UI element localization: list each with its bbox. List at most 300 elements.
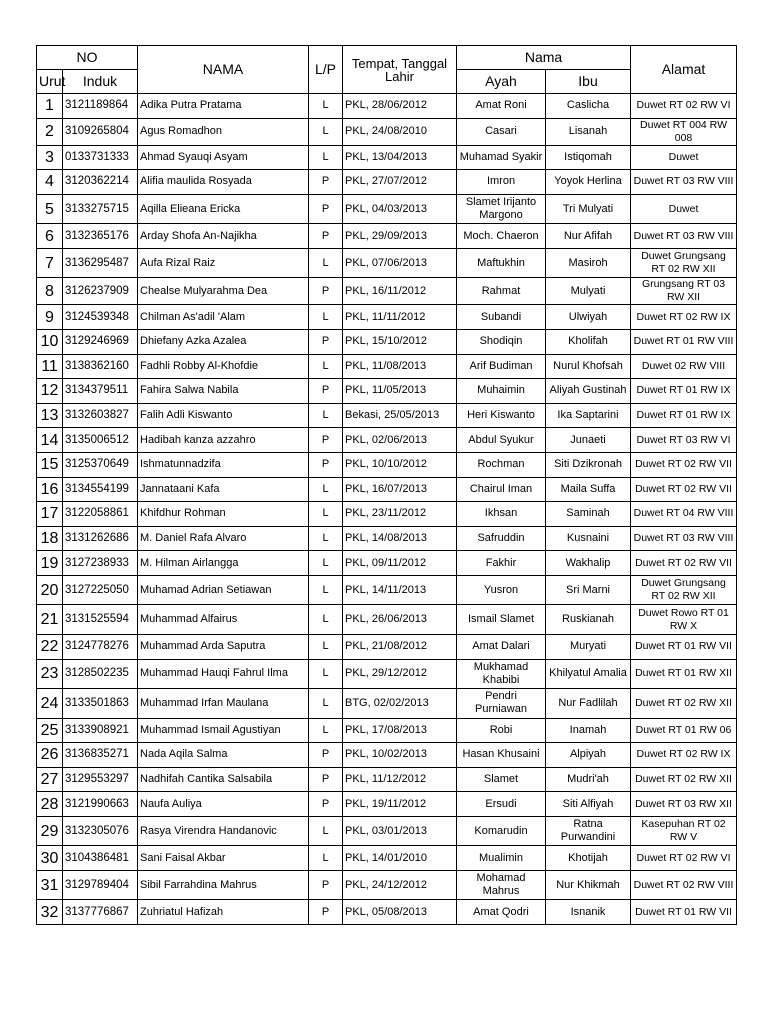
table-row — [37, 846, 737, 871]
cell-alamat: Duwet Rowo RT 01 RW X — [631, 605, 737, 635]
cell-ayah: Amat Dalari — [457, 634, 546, 659]
cell-alamat: Duwet RT 03 RW XII — [631, 792, 737, 817]
cell-urut: 25 — [37, 718, 63, 743]
cell-induk: 3125370649 — [63, 452, 138, 477]
cell-induk: 3127238933 — [63, 551, 138, 576]
cell-ayah: Maftukhin — [457, 248, 546, 278]
cell-ibu: Alpiyah — [546, 743, 631, 768]
cell-alamat: Duwet RT 02 RW XII — [631, 767, 737, 792]
cell-urut: 20 — [37, 575, 63, 605]
cell-tempat-tanggal-lahir: PKL, 21/08/2012 — [343, 634, 457, 659]
cell-induk: 3129553297 — [63, 767, 138, 792]
cell-ayah: Rochman — [457, 452, 546, 477]
cell-nama: Nada Aqila Salma — [138, 743, 309, 768]
cell-lp: L — [309, 634, 343, 659]
cell-urut: 13 — [37, 403, 63, 428]
cell-tempat-tanggal-lahir: PKL, 10/02/2013 — [343, 743, 457, 768]
cell-lp: P — [309, 224, 343, 249]
cell-ibu: Caslicha — [546, 94, 631, 119]
cell-lp: L — [309, 605, 343, 635]
cell-tempat-tanggal-lahir: PKL, 27/07/2012 — [343, 170, 457, 195]
cell-nama: Adika Putra Pratama — [138, 94, 309, 119]
cell-ayah: Yusron — [457, 575, 546, 605]
cell-ibu: Nur Afifah — [546, 224, 631, 249]
table-row — [37, 278, 737, 305]
table-row — [37, 605, 737, 635]
cell-urut: 26 — [37, 743, 63, 768]
cell-nama: Muhammad Irfan Maulana — [138, 689, 309, 719]
cell-ibu: Inamah — [546, 718, 631, 743]
cell-urut: 7 — [37, 248, 63, 278]
cell-ibu: Ratna Purwandini — [546, 816, 631, 846]
cell-induk: 3129789404 — [63, 870, 138, 900]
cell-urut: 29 — [37, 816, 63, 846]
cell-urut: 28 — [37, 792, 63, 817]
cell-nama: Aqilla Elieana Ericka — [138, 194, 309, 224]
cell-nama: Arday Shofa An-Najikha — [138, 224, 309, 249]
cell-lp: P — [309, 900, 343, 925]
cell-nama: Rasya Virendra Handanovic — [138, 816, 309, 846]
cell-urut: 6 — [37, 224, 63, 249]
cell-induk: 3132365176 — [63, 224, 138, 249]
cell-ayah: Amat Qodri — [457, 900, 546, 925]
cell-lp: P — [309, 194, 343, 224]
cell-alamat: Duwet RT 03 RW VIII — [631, 224, 737, 249]
cell-ayah: Ersudi — [457, 792, 546, 817]
cell-alamat: Duwet RT 01 RW IX — [631, 403, 737, 428]
cell-tempat-tanggal-lahir: PKL, 09/11/2012 — [343, 551, 457, 576]
cell-urut: 17 — [37, 502, 63, 527]
cell-lp: P — [309, 278, 343, 305]
cell-lp: L — [309, 145, 343, 170]
cell-ibu: Saminah — [546, 502, 631, 527]
table-row — [37, 403, 737, 428]
cell-lp: P — [309, 452, 343, 477]
cell-induk: 3128502235 — [63, 659, 138, 689]
cell-ayah: Fakhir — [457, 551, 546, 576]
student-roster-table — [36, 45, 737, 925]
cell-induk: 3136295487 — [63, 248, 138, 278]
header-ibu: Ibu — [546, 70, 631, 94]
cell-ibu: Masiroh — [546, 248, 631, 278]
cell-lp: L — [309, 659, 343, 689]
cell-urut: 32 — [37, 900, 63, 925]
header-alamat: Alamat — [631, 46, 737, 94]
cell-lp: L — [309, 689, 343, 719]
header-induk: Induk — [63, 70, 138, 94]
cell-ayah: Slamet — [457, 767, 546, 792]
cell-alamat: Duwet — [631, 145, 737, 170]
cell-urut: 10 — [37, 329, 63, 354]
cell-induk: 3121189864 — [63, 94, 138, 119]
cell-lp: P — [309, 767, 343, 792]
cell-ayah: Mohamad Mahrus — [457, 870, 546, 900]
cell-alamat: Duwet RT 03 RW VI — [631, 428, 737, 453]
cell-alamat: Duwet RT 02 RW XII — [631, 689, 737, 719]
table-row — [37, 354, 737, 379]
cell-ibu: Sri Marni — [546, 575, 631, 605]
cell-tempat-tanggal-lahir: PKL, 24/08/2010 — [343, 118, 457, 145]
header-row-1 — [37, 46, 737, 70]
cell-tempat-tanggal-lahir: PKL, 16/11/2012 — [343, 278, 457, 305]
cell-tempat-tanggal-lahir: PKL, 03/01/2013 — [343, 816, 457, 846]
cell-alamat: Duwet RT 04 RW VIII — [631, 502, 737, 527]
cell-alamat: Duwet RT 02 RW VII — [631, 551, 737, 576]
cell-tempat-tanggal-lahir: PKL, 13/04/2013 — [343, 145, 457, 170]
roster-body — [37, 94, 737, 925]
table-row — [37, 659, 737, 689]
cell-tempat-tanggal-lahir: PKL, 26/06/2013 — [343, 605, 457, 635]
cell-ayah: Imron — [457, 170, 546, 195]
cell-lp: P — [309, 870, 343, 900]
cell-ibu: Nur Fadlilah — [546, 689, 631, 719]
cell-lp: L — [309, 718, 343, 743]
cell-induk: 3138362160 — [63, 354, 138, 379]
cell-urut: 1 — [37, 94, 63, 119]
cell-ayah: Arif Budiman — [457, 354, 546, 379]
cell-nama: Fahira Salwa Nabila — [138, 379, 309, 404]
cell-nama: M. Hilman Airlangga — [138, 551, 309, 576]
cell-urut: 16 — [37, 477, 63, 502]
cell-lp: L — [309, 248, 343, 278]
cell-ibu: Khilyatul Amalia — [546, 659, 631, 689]
cell-ayah: Muhaimin — [457, 379, 546, 404]
cell-tempat-tanggal-lahir: PKL, 28/06/2012 — [343, 94, 457, 119]
cell-alamat: Kasepuhan RT 02 RW V — [631, 816, 737, 846]
cell-tempat-tanggal-lahir: PKL, 16/07/2013 — [343, 477, 457, 502]
cell-induk: 3127225050 — [63, 575, 138, 605]
cell-alamat: Grungsang RT 03 RW XII — [631, 278, 737, 305]
table-row — [37, 329, 737, 354]
cell-lp: P — [309, 792, 343, 817]
cell-alamat: Duwet RT 01 RW VII — [631, 634, 737, 659]
cell-nama: Aufa Rizal Raiz — [138, 248, 309, 278]
table-row — [37, 94, 737, 119]
cell-alamat: Duwet Grungsang RT 02 RW XII — [631, 248, 737, 278]
cell-ayah: Heri Kiswanto — [457, 403, 546, 428]
cell-tempat-tanggal-lahir: PKL, 11/11/2012 — [343, 305, 457, 330]
cell-urut: 12 — [37, 379, 63, 404]
cell-induk: 3134379511 — [63, 379, 138, 404]
cell-induk: 3136835271 — [63, 743, 138, 768]
cell-urut: 11 — [37, 354, 63, 379]
cell-ayah: Slamet Irijanto Margono — [457, 194, 546, 224]
cell-alamat: Duwet RT 03 RW VIII — [631, 170, 737, 195]
cell-ibu: Kholifah — [546, 329, 631, 354]
cell-nama: Muhammad Hauqi Fahrul Ilma — [138, 659, 309, 689]
cell-urut: 22 — [37, 634, 63, 659]
cell-induk: 3132305076 — [63, 816, 138, 846]
cell-ibu: Junaeti — [546, 428, 631, 453]
table-row — [37, 248, 737, 278]
cell-induk: 3133908921 — [63, 718, 138, 743]
cell-tempat-tanggal-lahir: PKL, 14/01/2010 — [343, 846, 457, 871]
cell-nama: Muhammad Arda Saputra — [138, 634, 309, 659]
cell-induk: 3133275715 — [63, 194, 138, 224]
cell-ayah: Safruddin — [457, 526, 546, 551]
cell-ibu: Isnanik — [546, 900, 631, 925]
cell-ibu: Tri Mulyati — [546, 194, 631, 224]
table-row — [37, 792, 737, 817]
cell-induk: 3131262686 — [63, 526, 138, 551]
cell-nama: Alifia maulida Rosyada — [138, 170, 309, 195]
cell-urut: 5 — [37, 194, 63, 224]
cell-alamat: Duwet 02 RW VIII — [631, 354, 737, 379]
cell-nama: Sibil Farrahdina Mahrus — [138, 870, 309, 900]
cell-nama: Chealse Mulyarahma Dea — [138, 278, 309, 305]
cell-nama: Naufa Auliya — [138, 792, 309, 817]
cell-tempat-tanggal-lahir: PKL, 05/08/2013 — [343, 900, 457, 925]
cell-tempat-tanggal-lahir: PKL, 29/09/2013 — [343, 224, 457, 249]
cell-ayah: Rahmat — [457, 278, 546, 305]
cell-induk: 3122058861 — [63, 502, 138, 527]
cell-urut: 8 — [37, 278, 63, 305]
cell-ibu: Aliyah Gustinah — [546, 379, 631, 404]
cell-ibu: Ruskianah — [546, 605, 631, 635]
cell-alamat: Duwet RT 01 RW 06 — [631, 718, 737, 743]
header-nama-ortu: Nama — [457, 46, 631, 70]
cell-ayah: Casari — [457, 118, 546, 145]
cell-nama: Ishmatunnadzifa — [138, 452, 309, 477]
cell-ibu: Istiqomah — [546, 145, 631, 170]
cell-tempat-tanggal-lahir: PKL, 14/11/2013 — [343, 575, 457, 605]
cell-ayah: Mualimin — [457, 846, 546, 871]
table-row — [37, 767, 737, 792]
cell-ayah: Ismail Slamet — [457, 605, 546, 635]
cell-induk: 3129246969 — [63, 329, 138, 354]
header-urut: Urut — [37, 70, 63, 94]
cell-alamat: Duwet — [631, 194, 737, 224]
cell-induk: 3104386481 — [63, 846, 138, 871]
cell-nama: Muhammad Alfairus — [138, 605, 309, 635]
cell-nama: Nadhifah Cantika Salsabila — [138, 767, 309, 792]
cell-tempat-tanggal-lahir: BTG, 02/02/2013 — [343, 689, 457, 719]
cell-ibu: Muryati — [546, 634, 631, 659]
cell-lp: L — [309, 526, 343, 551]
cell-nama: Chilman As'adil 'Alam — [138, 305, 309, 330]
cell-tempat-tanggal-lahir: PKL, 17/08/2013 — [343, 718, 457, 743]
cell-induk: 3121990663 — [63, 792, 138, 817]
cell-nama: Muhammad Ismail Agustiyan — [138, 718, 309, 743]
cell-alamat: Duwet RT 01 RW VII — [631, 900, 737, 925]
cell-tempat-tanggal-lahir: PKL, 19/11/2012 — [343, 792, 457, 817]
cell-tempat-tanggal-lahir: PKL, 15/10/2012 — [343, 329, 457, 354]
table-row — [37, 870, 737, 900]
table-row — [37, 689, 737, 719]
cell-alamat: Duwet RT 03 RW VIII — [631, 526, 737, 551]
cell-induk: 3120362214 — [63, 170, 138, 195]
cell-induk: 3137776867 — [63, 900, 138, 925]
cell-lp: P — [309, 428, 343, 453]
cell-urut: 18 — [37, 526, 63, 551]
cell-urut: 4 — [37, 170, 63, 195]
cell-lp: P — [309, 329, 343, 354]
cell-alamat: Duwet RT 02 RW IX — [631, 305, 737, 330]
cell-tempat-tanggal-lahir: PKL, 04/03/2013 — [343, 194, 457, 224]
cell-ayah: Chairul Iman — [457, 477, 546, 502]
table-row — [37, 428, 737, 453]
cell-ayah: Abdul Syukur — [457, 428, 546, 453]
cell-induk: 3133501863 — [63, 689, 138, 719]
cell-ayah: Pendri Purniawan — [457, 689, 546, 719]
cell-ibu: Lisanah — [546, 118, 631, 145]
table-row — [37, 551, 737, 576]
cell-lp: L — [309, 305, 343, 330]
cell-tempat-tanggal-lahir: PKL, 23/11/2012 — [343, 502, 457, 527]
cell-nama: Hadibah kanza azzahro — [138, 428, 309, 453]
cell-induk: 3109265804 — [63, 118, 138, 145]
cell-ayah: Hasan Khusaini — [457, 743, 546, 768]
cell-nama: Muhamad Adrian Setiawan — [138, 575, 309, 605]
cell-nama: Agus Romadhon — [138, 118, 309, 145]
header-ayah: Ayah — [457, 70, 546, 94]
cell-lp: L — [309, 403, 343, 428]
cell-induk: 3132603827 — [63, 403, 138, 428]
cell-alamat: Duwet RT 01 RW IX — [631, 379, 737, 404]
cell-urut: 30 — [37, 846, 63, 871]
cell-tempat-tanggal-lahir: PKL, 14/08/2013 — [343, 526, 457, 551]
cell-urut: 31 — [37, 870, 63, 900]
cell-nama: Sani Faisal Akbar — [138, 846, 309, 871]
cell-ayah: Mukhamad Khabibi — [457, 659, 546, 689]
cell-lp: P — [309, 743, 343, 768]
cell-tempat-tanggal-lahir: PKL, 07/06/2013 — [343, 248, 457, 278]
cell-ibu: Ulwiyah — [546, 305, 631, 330]
cell-ibu: Yoyok Herlina — [546, 170, 631, 195]
cell-urut: 23 — [37, 659, 63, 689]
table-row — [37, 305, 737, 330]
cell-nama: Falih Adli Kiswanto — [138, 403, 309, 428]
cell-induk: 3134554199 — [63, 477, 138, 502]
cell-tempat-tanggal-lahir: PKL, 24/12/2012 — [343, 870, 457, 900]
cell-lp: L — [309, 846, 343, 871]
cell-nama: Zuhriatul Hafizah — [138, 900, 309, 925]
cell-ibu: Nurul Khofsah — [546, 354, 631, 379]
cell-urut: 9 — [37, 305, 63, 330]
cell-ibu: Maila Suffa — [546, 477, 631, 502]
header-no: NO — [37, 46, 138, 70]
cell-ayah: Shodiqin — [457, 329, 546, 354]
cell-alamat: Duwet Grungsang RT 02 RW XII — [631, 575, 737, 605]
table-row — [37, 170, 737, 195]
cell-lp: L — [309, 477, 343, 502]
table-row — [37, 379, 737, 404]
cell-alamat: Duwet RT 01 RW VIII — [631, 329, 737, 354]
cell-ibu: Khotijah — [546, 846, 631, 871]
table-row — [37, 224, 737, 249]
cell-ibu: Siti Alfiyah — [546, 792, 631, 817]
cell-nama: Jannataani Kafa — [138, 477, 309, 502]
table-row — [37, 118, 737, 145]
cell-nama: Ahmad Syauqi Asyam — [138, 145, 309, 170]
cell-ibu: Siti Dzikronah — [546, 452, 631, 477]
table-row — [37, 502, 737, 527]
cell-tempat-tanggal-lahir: PKL, 02/06/2013 — [343, 428, 457, 453]
cell-urut: 15 — [37, 452, 63, 477]
table-row — [37, 194, 737, 224]
cell-induk: 0133731333 — [63, 145, 138, 170]
cell-alamat: Duwet RT 004 RW 008 — [631, 118, 737, 145]
cell-ayah: Robi — [457, 718, 546, 743]
cell-alamat: Duwet RT 02 RW VII — [631, 452, 737, 477]
cell-ayah: Subandi — [457, 305, 546, 330]
cell-ayah: Ikhsan — [457, 502, 546, 527]
cell-induk: 3126237909 — [63, 278, 138, 305]
cell-induk: 3135006512 — [63, 428, 138, 453]
header-tempat-tanggal-lahir: Tempat, Tanggal Lahir — [343, 46, 457, 94]
cell-ibu: Wakhalip — [546, 551, 631, 576]
cell-alamat: Duwet RT 02 RW VII — [631, 477, 737, 502]
cell-tempat-tanggal-lahir: Bekasi, 25/05/2013 — [343, 403, 457, 428]
table-row — [37, 477, 737, 502]
cell-urut: 3 — [37, 145, 63, 170]
cell-urut: 2 — [37, 118, 63, 145]
cell-lp: L — [309, 551, 343, 576]
cell-nama: Khifdhur Rohman — [138, 502, 309, 527]
cell-lp: L — [309, 816, 343, 846]
cell-alamat: Duwet RT 01 RW XII — [631, 659, 737, 689]
table-row — [37, 718, 737, 743]
cell-lp: P — [309, 379, 343, 404]
table-row — [37, 526, 737, 551]
cell-induk: 3131525594 — [63, 605, 138, 635]
cell-ibu: Ika Saptarini — [546, 403, 631, 428]
cell-urut: 19 — [37, 551, 63, 576]
cell-tempat-tanggal-lahir: PKL, 11/05/2013 — [343, 379, 457, 404]
cell-alamat: Duwet RT 02 RW VI — [631, 94, 737, 119]
cell-lp: L — [309, 575, 343, 605]
cell-tempat-tanggal-lahir: PKL, 11/12/2012 — [343, 767, 457, 792]
table-row — [37, 743, 737, 768]
table-row — [37, 452, 737, 477]
table-row — [37, 575, 737, 605]
cell-ibu: Nur Khikmah — [546, 870, 631, 900]
cell-urut: 21 — [37, 605, 63, 635]
cell-urut: 24 — [37, 689, 63, 719]
cell-ayah: Moch. Chaeron — [457, 224, 546, 249]
cell-ayah: Amat Roni — [457, 94, 546, 119]
cell-lp: L — [309, 502, 343, 527]
cell-lp: L — [309, 354, 343, 379]
cell-induk: 3124778276 — [63, 634, 138, 659]
cell-induk: 3124539348 — [63, 305, 138, 330]
cell-lp: L — [309, 118, 343, 145]
cell-nama: M. Daniel Rafa Alvaro — [138, 526, 309, 551]
header-nama: NAMA — [138, 46, 309, 94]
cell-ibu: Kusnaini — [546, 526, 631, 551]
cell-ibu: Mudri'ah — [546, 767, 631, 792]
cell-ayah: Muhamad Syakir — [457, 145, 546, 170]
cell-tempat-tanggal-lahir: PKL, 29/12/2012 — [343, 659, 457, 689]
cell-ibu: Mulyati — [546, 278, 631, 305]
table-row — [37, 900, 737, 925]
cell-urut: 27 — [37, 767, 63, 792]
cell-urut: 14 — [37, 428, 63, 453]
cell-ayah: Komarudin — [457, 816, 546, 846]
cell-alamat: Duwet RT 02 RW VI — [631, 846, 737, 871]
cell-tempat-tanggal-lahir: PKL, 11/08/2013 — [343, 354, 457, 379]
table-row — [37, 634, 737, 659]
cell-lp: L — [309, 94, 343, 119]
cell-nama: Dhiefany Azka Azalea — [138, 329, 309, 354]
cell-lp: P — [309, 170, 343, 195]
cell-nama: Fadhli Robby Al-Khofdie — [138, 354, 309, 379]
cell-tempat-tanggal-lahir: PKL, 10/10/2012 — [343, 452, 457, 477]
table-row — [37, 816, 737, 846]
header-lp: L/P — [309, 46, 343, 94]
table-row — [37, 145, 737, 170]
cell-alamat: Duwet RT 02 RW VIII — [631, 870, 737, 900]
